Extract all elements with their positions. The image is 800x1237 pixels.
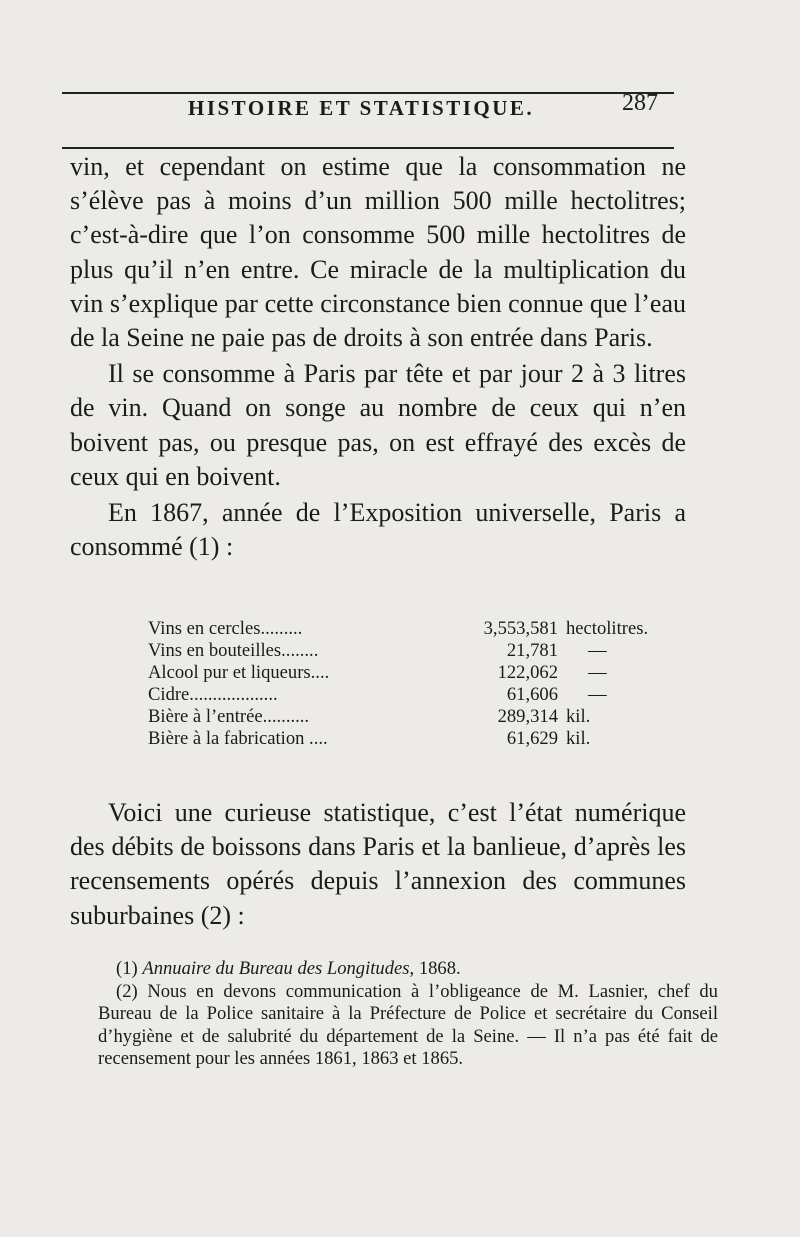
- footnote-1-marker: (1): [116, 958, 138, 979]
- row-unit: —: [588, 640, 607, 661]
- consumption-table: [148, 618, 648, 750]
- row-unit: hectolitres.: [566, 618, 649, 639]
- row-unit: kil.: [566, 706, 591, 727]
- paragraph-1: vin, et cependant on estime que la consommation ne s’élève pas à moins d’un million 500 mille hectolitres; c’est-à-dire que l’on consomme 500 mille hectolitres de plus qu’il n’en entre. Ce miracle de la multiplication du vin s’explique par cette circonstance bien connue que l’eau de la Seine ne paie pas de droits à son entrée dans Paris.: [70, 152, 686, 353]
- footnote-2: [98, 981, 718, 1071]
- table-row: [148, 684, 648, 706]
- row-value: 122,062: [497, 662, 558, 683]
- row-unit: —: [588, 684, 607, 705]
- row-value: 21,781: [506, 640, 558, 661]
- row-value: 3,553,581: [483, 618, 558, 639]
- row-label: Alcool pur et liqueurs....: [148, 662, 330, 683]
- row-label: Vins en bouteilles........: [148, 640, 319, 661]
- row-label: Cidre...................: [148, 684, 278, 705]
- row-label: Vins en cercles.........: [148, 618, 303, 639]
- table-row: [148, 640, 648, 662]
- table-row: [148, 728, 648, 750]
- paragraph-2: Il se consomme à Paris par tête et par jour 2 à 3 litres de vin. Quand on songe au nombre de ceux qui n’en boivent pas, ou presque pas, on est effrayé des excès de ceux qui en boivent.: [70, 359, 686, 491]
- footnote-2-marker: (2): [116, 980, 138, 1002]
- row-value: 61,629: [506, 728, 558, 749]
- lower-body-text: [70, 796, 686, 933]
- row-label: Bière à l’entrée..........: [148, 706, 310, 727]
- page-number: 287: [622, 90, 658, 116]
- header-bottom-rule: [62, 147, 674, 149]
- row-value: 289,314: [497, 706, 558, 727]
- table-row: [148, 618, 648, 640]
- footnote-1-title: Annuaire du Bureau des Longitudes: [142, 958, 410, 979]
- footnote-1-rest: , 1868.: [409, 958, 461, 979]
- row-label: Bière à la fabrication ....: [148, 728, 328, 749]
- paragraph-3: En 1867, année de l’Exposition universelle, Paris a consommé (1) :: [70, 498, 686, 562]
- row-value: 61,606: [506, 684, 558, 705]
- header-top-rule: [62, 92, 674, 94]
- footnotes: [98, 958, 718, 1071]
- running-title: HISTOIRE ET STATISTIQUE.: [188, 96, 535, 120]
- body-text: [70, 150, 686, 564]
- footnote-1: [98, 958, 718, 981]
- row-unit: kil.: [566, 728, 591, 749]
- table-row: [148, 662, 648, 684]
- row-unit: —: [588, 662, 607, 683]
- paragraph-4: Voici une curieuse statistique, c’est l’état numérique des débits de boissons dans Paris et la banlieue, d’après les recensements opérés depuis l’annexion des communes suburbaines (2) :: [70, 798, 686, 930]
- table-row: [148, 706, 648, 728]
- footnote-2-text: Nous en devons communication à l’obligeance de M. Lasnier, chef du Bureau de la Police sanitaire à la Préfecture de Police et secrétaire du Conseil d’hygiène et de salubrité du département de la Seine. — Il n’a pas été fait de recensement pour les années 1861, 1863 et 1865.: [98, 980, 718, 1070]
